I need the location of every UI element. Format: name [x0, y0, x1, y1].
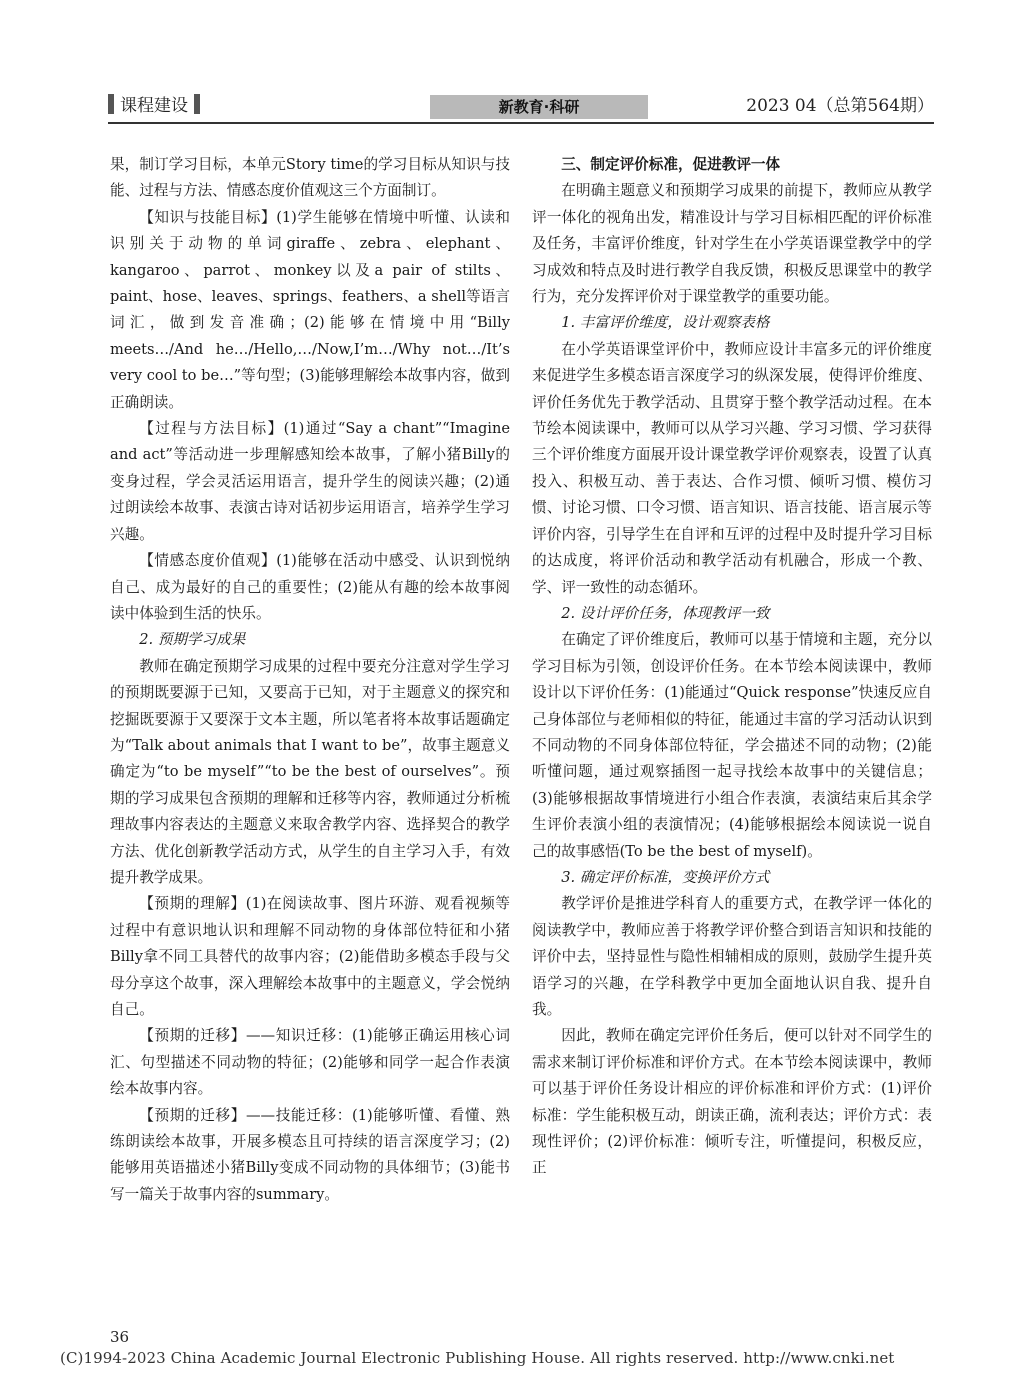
paragraph: 【过程与方法目标】(1)通过“Say a chant”“Imagine and act”等活动进一步理解感知绘本故事，了解小猪Billy的变身过程，学会灵活运用语言，提升学生的阅读兴趣；(2)通过朗读绘本故事、表演古诗对话初步运用语言，培养学生学习兴趣。: [110, 420, 510, 543]
paragraph: 【情感态度价值观】(1)能够在活动中感受、认识到悦纳自己、成为最好的自己的重要性；(2)能从有趣的绘本故事阅读中体验到生活的快乐。: [110, 552, 510, 622]
left-column: [110, 152, 510, 1208]
right-column: [532, 152, 932, 1182]
paragraph: 【预期的理解】(1)在阅读故事、图片环游、观看视频等过程中有意识地认识和理解不同动物的身体部位特征和小猪Billy拿不同工具替代的故事内容；(2)能借助多模态手段与父母分享这个故事，深入理解绘本故事中的主题意义，学会悦纳自己。: [110, 895, 510, 1018]
journal-name-tag: 新教育·科研: [430, 95, 648, 119]
paragraph: 【预期的迁移】——技能迁移：(1)能够听懂、看懂、熟练朗读绘本故事，开展多模态且可持续的语言深度学习；(2)能够用英语描述小猪Billy变成不同动物的具体细节；(3)能书写一篇关于故事内容的summary。: [110, 1106, 510, 1203]
subheading: 2. 设计评价任务，体现教评一致: [561, 604, 770, 622]
paragraph: 果，制订学习目标，本单元Story time的学习目标从知识与技能、过程与方法、情感态度价值观这三个方面制订。: [110, 156, 510, 200]
paragraph: 在明确主题意义和预期学习成果的前提下，教师应从教学评一体化的视角出发，精准设计与学习目标相匹配的评价标准及任务，丰富评价维度，针对学生在小学英语课堂教学中的学习成效和特点及时进行教学自我反馈，积极反思课堂中的教学行为，充分发挥评价对于课堂教学的重要功能。: [532, 182, 932, 306]
section-heading: 三、制定评价标准，促进教评一体: [561, 156, 781, 173]
subheading: 2. 预期学习成果: [139, 631, 246, 649]
subheading: 3. 确定评价标准，变换评价方式: [561, 868, 770, 886]
header-rule: [108, 122, 934, 124]
section-label: 课程建设: [108, 93, 200, 119]
subheading: 1. 丰富评价维度，设计观察表格: [561, 314, 770, 332]
paragraph: 【知识与技能目标】(1)学生能够在情境中听懂、认读和识别关于动物的单词giraffe、zebra、elephant、kangaroo、parrot、monkey以及a pair of stilts、paint、hose、leaves、springs、feathers、a shell等语言词汇，做到发音准确；(2)能够在情境中用“Billy meets…/And he…/Hello,…/Now,I’m…/Why not…/It’s very cool to be…”等句型；(3)能够理解绘本故事内容，做到正确朗读。: [110, 208, 510, 411]
paragraph: 在确定了评价维度后，教师可以基于情境和主题，充分以学习目标为引领，创设评价任务。在本节绘本阅读课中，教师设计以下评价任务：(1)能通过“Quick response”快速反应自己身体部位与老师相似的特征，能通过丰富的学习活动认识到不同动物的不同身体部位特征，学会描述不同的动物；(2)能听懂问题，通过观察插图一起寻找绘本故事中的关键信息；(3)能够根据故事情境进行小组合作表演，表演结束后其余学生评价表演小组的表演情况；(4)能够根据绘本阅读说一说自己的故事感悟(To be the best of myself)。: [532, 631, 932, 860]
issue-number: 2023 04（总第564期）: [746, 96, 934, 116]
paragraph: 教师在确定预期学习成果的过程中要充分注意对学生学习的预期既要源于已知，又要高于已知，对于主题意义的探究和挖掘既要源于又要深于文本主题，所以笔者将本故事话题确定为“Talk about animals that I want to be”，故事主题意义确定为“to be myself”“to be the best of ourselves”。预期的学习成果包含预期的理解和迁移等内容，教师通过分析梳理故事内容表达的主题意义来取舍教学内容、选择契合的教学方法、优化创新教学活动方式，从学生的自主学习入手，有效提升教学成果。: [110, 657, 510, 886]
page-number: 36: [110, 1328, 130, 1346]
paragraph: 【预期的迁移】——知识迁移：(1)能够正确运用核心词汇、句型描述不同动物的特征；(2)能够和同学一起合作表演绘本故事内容。: [110, 1027, 510, 1098]
paragraph: 教学评价是推进学科育人的重要方式，在教学评一体化的阅读教学中，教师应善于将教学评价整合到语言知识和技能的评价中去，坚持显性与隐性相辅相成的原则，鼓励学生提升英语学习的兴趣，在学科教学中更加全面地认识自我、提升自我。: [532, 895, 932, 1018]
running-header: [108, 93, 934, 123]
copyright-footer: (C)1994-2023 China Academic Journal Electronic Publishing House. All rights reserved. http://www.cnki.net: [60, 1349, 895, 1367]
paragraph: 因此，教师在确定完评价任务后，便可以针对不同学生的需求来制订评价标准和评价方式。在本节绘本阅读课中，教师可以基于评价任务设计相应的评价标准和评价方式：(1)评价标准：学生能积极互动，朗读正确，流利表达；评价方式：表现性评价；(2)评价标准：倾听专注，听懂提问，积极反应，正: [532, 1027, 932, 1177]
paragraph: 在小学英语课堂评价中，教师应设计丰富多元的评价维度来促进学生多模态语言深度学习的纵深发展，使得评价维度、评价任务优先于教学活动、且贯穿于整个教学活动过程。在本节绘本阅读课中，教师可以从学习兴趣、学习习惯、学习获得三个评价维度方面展开设计课堂教学评价观察表，设置了认真投入、积极互动、善于表达、合作习惯、倾听习惯、模仿习惯、讨论习惯、口令习惯、语言知识、语言技能、语言展示等评价内容，引导学生在自评和互评的过程中及时提升学习目标的达成度，将评价活动和教学活动有机融合，形成一个教、学、评一致性的动态循环。: [532, 340, 932, 596]
